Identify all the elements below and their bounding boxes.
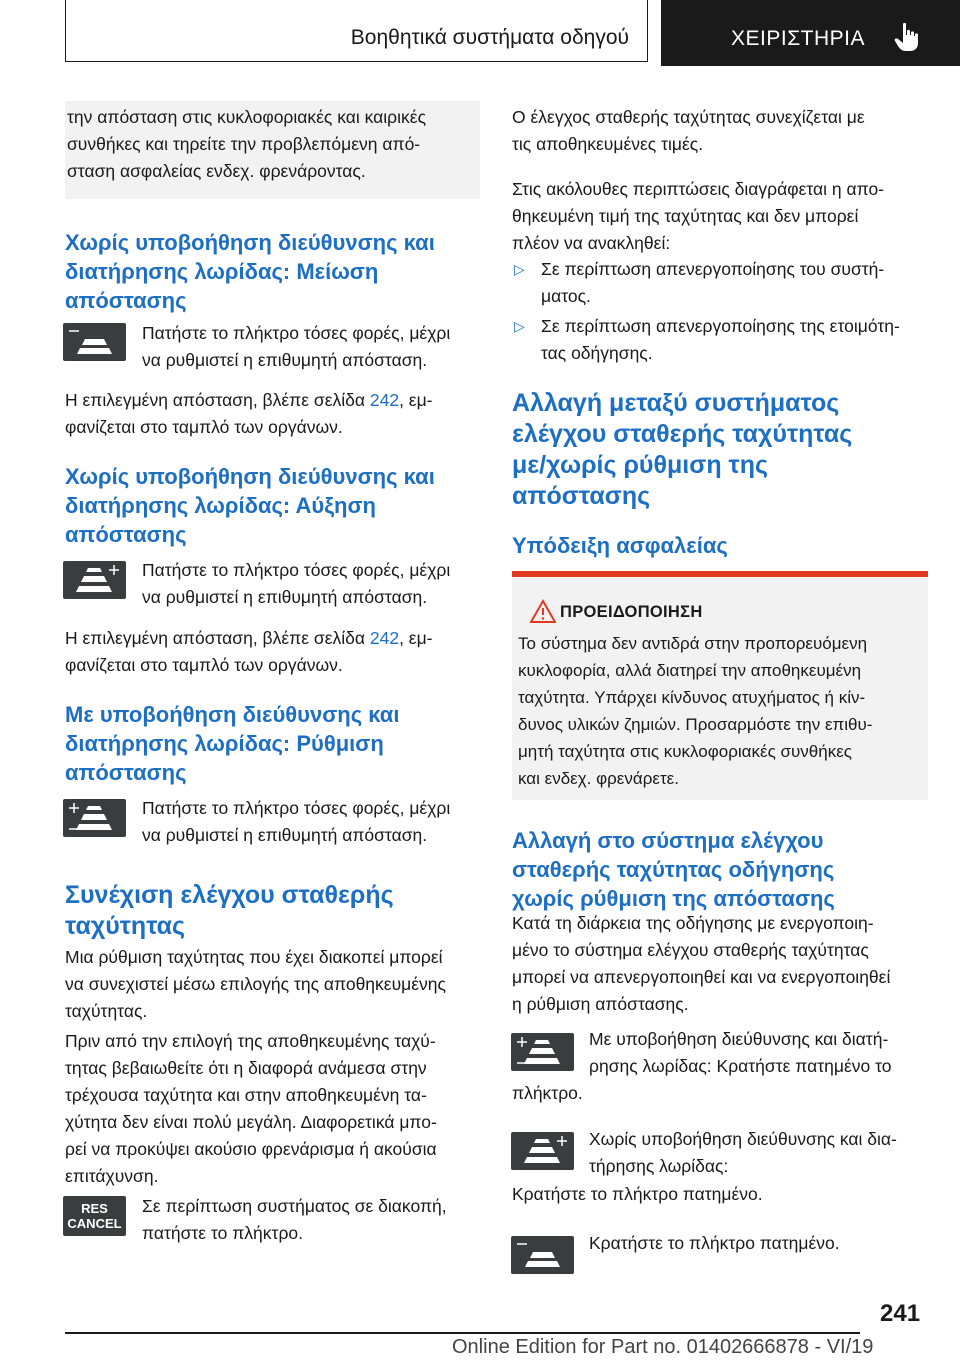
text-line: Πατήστε το πλήκτρο τόσες φορές, μέχρι — [142, 560, 451, 580]
text-line: ρησης λωρίδας: Κρατήστε πατημένο το — [589, 1056, 892, 1076]
note-text — [67, 104, 477, 185]
text-line: πλέον να ανακληθεί: — [512, 233, 671, 253]
text-line: μπορεί να απενεργοποιηθεί και να ενεργοποιηθεί — [512, 967, 891, 987]
text-line: Πριν από την επιλογή της αποθηκευμένης ταχύ- — [65, 1031, 436, 1051]
triangle-bullet-icon: ▷ — [514, 261, 525, 277]
heading-line: ταχύτητας — [65, 912, 186, 940]
heading-line: Με υποβοήθηση διεύθυνσης και — [65, 702, 400, 727]
text-line: τητας βεβαιωθείτε ότι η διαφορά ανάμεσα στην — [65, 1058, 427, 1078]
press-text-set — [142, 795, 450, 849]
distance-decrease-button-icon — [511, 1236, 574, 1274]
text-line: Μια ρύθμιση ταχύτητας που έχει διακοπεί μπορεί — [65, 947, 443, 967]
edition-text: Online Edition for Part no. 01402666878 - VI/19 — [452, 1336, 874, 1358]
text-line: κυκλοφορία, αλλά διατηρεί την αποθηκευμένη — [518, 661, 862, 680]
text-line: μένο το σύστημα ελέγχου σταθερής ταχύτητας — [512, 940, 869, 960]
heading-line: Συνέχιση ελέγχου σταθερής — [65, 881, 394, 909]
text-line: δυνος υλικών ζημιών. Προσαρμόστε την επιθυ- — [518, 715, 873, 734]
res-text — [142, 1193, 447, 1247]
press-text-reduce — [142, 320, 450, 374]
text-line: μητή ταχύτητα στις κυκλοφοριακές συνθήκες — [518, 742, 852, 761]
section-title: Βοηθητικά συστήματα οδηγού — [350, 26, 629, 49]
page-link[interactable]: 242 — [369, 390, 400, 410]
resume-paragraph — [512, 104, 865, 158]
text-line: ταχύτητας. — [65, 1001, 148, 1021]
text-line: επιτάχυνση. — [65, 1166, 159, 1186]
selected-distance-text — [65, 387, 433, 441]
text-line: Χωρίς υποβοήθηση διεύθυνσης και δια- — [589, 1129, 897, 1149]
text-line: Σε περίπτωση απενεργοποίησης της ετοιμότη- — [541, 316, 900, 336]
text-line: τρέχουσα ταχύτητα και στην αποθηκευμένη τα- — [65, 1085, 427, 1105]
text-line: Κρατήστε το πλήκτρο πατημένο. — [512, 1184, 763, 1204]
text-line: φανίζεται στο ταμπλό των οργάνων. — [65, 417, 343, 437]
heading-line: σταθερής ταχύτητας οδήγησης — [512, 857, 835, 882]
heading-change-to-cruise — [512, 826, 835, 913]
header-section-box — [65, 0, 648, 62]
distance-decrease-button-icon — [63, 323, 126, 361]
text-line: φανίζεται στο ταμπλό των οργάνων. — [65, 655, 343, 675]
text-line: Στις ακόλουθες περιπτώσεις διαγράφεται η απο- — [512, 179, 885, 199]
text-line: ματος. — [541, 286, 591, 306]
text-span: , εμ- — [399, 390, 433, 410]
text-line: τις αποθηκευμένες τιμές. — [512, 134, 704, 154]
continue-paragraph-1 — [65, 944, 446, 1025]
text-span: Η επιλεγμένη απόσταση, βλέπε σελίδα — [65, 390, 370, 410]
distance-set-button-icon — [63, 799, 126, 837]
text-line: να ρυθμιστεί η επιθυμητή απόσταση. — [142, 350, 428, 370]
heading-line: διατήρησης λωρίδας: Ρύθμιση — [65, 731, 384, 756]
manual-label: ΧΕΙΡΙΣΤΗΡΙΑ — [731, 27, 866, 50]
footer-divider — [65, 1332, 860, 1334]
cancel-label: CANCEL — [67, 1216, 122, 1231]
heading-set-distance — [65, 700, 399, 787]
text-line: τας οδήγησης. — [541, 343, 653, 363]
text-line: να συνεχιστεί μέσω επιλογής της αποθηκευμένης — [65, 974, 446, 994]
text-line: να ρυθμιστεί η επιθυμητή απόσταση. — [142, 587, 428, 607]
continue-paragraph-2 — [65, 1028, 437, 1190]
heading-line: Χωρίς υποβοήθηση διεύθυνσης και — [65, 230, 435, 255]
text-line: Το σύστημα δεν αντιδρά στην προπορευόμενη — [518, 634, 868, 653]
press-text-increase — [142, 557, 450, 611]
heading-continue-cruise — [65, 880, 394, 942]
res-label: RES — [81, 1201, 108, 1216]
header-manual-tab — [661, 0, 960, 66]
note-line: συνθήκες και τηρείτε την προβλεπόμενη από- — [67, 134, 421, 154]
text-line: Με υποβοήθηση διεύθυνσης και διατή- — [589, 1029, 889, 1049]
heading-increase-distance — [65, 462, 435, 549]
warning-icon — [530, 599, 556, 623]
text-line: θηκευμένη τιμή της ταχύτητας και δεν μπορεί — [512, 206, 859, 226]
text-line: πλήκτρο. — [512, 1083, 583, 1103]
note-line: σταση ασφαλείας ενδεχ. φρενάροντας. — [67, 161, 366, 181]
heading-line: Αλλαγή μεταξύ συστήματος — [512, 389, 840, 417]
text-line: Κρατήστε το πλήκτρο πατημένο. — [589, 1233, 840, 1253]
heading-line: απόστασης — [65, 522, 187, 547]
distance-increase-button-icon — [511, 1132, 574, 1170]
text-line: Σε περίπτωση συστήματος σε διακοπή, — [142, 1196, 447, 1216]
heading-line: απόστασης — [65, 760, 187, 785]
heading-safety-note — [512, 531, 728, 560]
heading-line: Αλλαγή στο σύστημα ελέγχου — [512, 828, 824, 853]
text-span: Η επιλεγμένη απόσταση, βλέπε σελίδα — [65, 628, 370, 648]
list-item — [514, 313, 928, 367]
distance-increase-button-icon — [63, 561, 126, 599]
text-line: πατήστε το πλήκτρο. — [142, 1223, 303, 1243]
heading-line: Υπόδειξη ασφαλείας — [512, 533, 728, 558]
text-line: να ρυθμιστεί η επιθυμητή απόσταση. — [142, 825, 428, 845]
without-assist-text — [589, 1126, 897, 1180]
text-line: τήρησης λωρίδας: — [589, 1156, 729, 1176]
with-assist-text — [589, 1026, 892, 1080]
page-link[interactable]: 242 — [369, 628, 400, 648]
text-line: Κατά τη διάρκεια της οδήγησης με ενεργοποιη- — [512, 913, 874, 933]
warning-text — [518, 630, 872, 792]
heading-line: απόστασης — [65, 288, 187, 313]
text-line: Πατήστε το πλήκτρο τόσες φορές, μέχρι — [142, 323, 451, 343]
text-line: η ρύθμιση απόστασης. — [512, 994, 689, 1014]
warning-title: ΠΡΟΕΙΔΟΠΟΙΗΣΗ — [560, 603, 703, 621]
deletion-paragraph — [512, 176, 884, 257]
page-number: 241 — [880, 1300, 921, 1327]
heading-line: ελέγχου σταθερής ταχύτητας — [512, 420, 853, 448]
without-assist-text-cont — [512, 1181, 763, 1208]
text-span: , εμ- — [399, 628, 433, 648]
text-line: χύτητα δεν είναι πολύ μεγάλη. Διαφορετικά μπο- — [65, 1112, 437, 1132]
text-line: ταχύτητα. Υπάρχει κίνδυνος ατυχήματος ή κίν- — [518, 688, 866, 707]
warning-box — [512, 571, 928, 800]
with-assist-text-cont — [512, 1080, 583, 1107]
heading-line: διατήρησης λωρίδας: Αύξηση — [65, 493, 376, 518]
distance-set-button-icon — [511, 1033, 574, 1071]
hold-text — [589, 1230, 840, 1257]
text-line: Σε περίπτωση απενεργοποίησης του συστή- — [541, 259, 885, 279]
heading-line: Χωρίς υποβοήθηση διεύθυνσης και — [65, 464, 435, 489]
note-line: την απόσταση στις κυκλοφοριακές και καιρικές — [67, 107, 427, 127]
text-line: Πατήστε το πλήκτρο τόσες φορές, μέχρι — [142, 798, 451, 818]
change-paragraph — [512, 910, 890, 1018]
page-header — [65, 0, 960, 66]
heading-reduce-distance — [65, 228, 435, 315]
list-item — [514, 256, 928, 310]
triangle-bullet-icon: ▷ — [514, 318, 525, 334]
heading-line: χωρίς ρύθμιση της απόστασης — [512, 886, 835, 911]
text-line: ρεί να προκύψει ακούσιο φρενάρισμα ή ακούσια — [65, 1139, 437, 1159]
text-line: και ενδεχ. φρενάρετε. — [518, 769, 679, 788]
heading-line: με/χωρίς ρύθμιση της — [512, 451, 768, 479]
hand-pointer-icon — [894, 22, 920, 52]
selected-distance-text-2 — [65, 625, 433, 679]
res-cancel-button-icon — [63, 1196, 126, 1236]
text-line: Ο έλεγχος σταθερής ταχύτητας συνεχίζεται με — [512, 107, 865, 127]
heading-line: διατήρησης λωρίδας: Μείωση — [65, 259, 379, 284]
heading-line: απόστασης — [512, 482, 651, 510]
heading-switch-system — [512, 388, 852, 512]
